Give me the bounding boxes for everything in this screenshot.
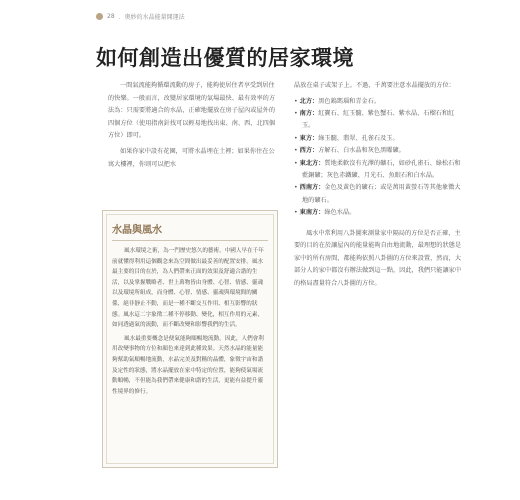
direction-label: 東北方： (299, 159, 325, 167)
bullet-icon: • (294, 134, 298, 142)
left-column (108, 80, 278, 174)
list-item (294, 108, 464, 133)
direction-label: 西方： (299, 147, 319, 155)
direction-text: 綠色水晶。 (324, 209, 356, 217)
body-paragraph: 如果你家中設有花園，可將水晶埋在土裡；如果你住在公寓大樓裡，你則可以把水 (108, 147, 275, 168)
direction-text: 質地柔軟沒有光澤的礦石，如砂孔雀石、綠松石和藍銅礦；灰色赤鐵礦、月光石、魚眼石和白水晶。 (302, 159, 461, 180)
header-ornament-icon (96, 13, 103, 20)
direction-label: 南方： (299, 110, 319, 117)
list-item (294, 158, 464, 183)
bullet-icon: • (294, 159, 298, 167)
bullet-icon: • (294, 110, 298, 117)
direction-label: 東方： (299, 134, 319, 142)
list-item (294, 145, 464, 157)
direction-text: 紅寶石、紅玉髓、紫色蟹石、紫水晶、石榴石和紅玉。 (302, 110, 455, 130)
direction-text: 方解石、白水晶和灰色黑曜礦。 (318, 147, 405, 155)
bullet-icon: • (294, 184, 298, 192)
body-paragraph: 風水中常利用八卦圖來測量家中隔局的方位是否正確，主要的目的在於讓屋內的能量能夠自由地流動，最理想的狀態是家中的所有房間，都能夠依照八卦圖的方位來設置，然而，大部分人的家中都沒有辦法做到這一點，因此，我們只能讓家中的格局盡量符合八卦圖的方位。 (294, 229, 462, 288)
direction-list (294, 96, 464, 220)
sidebar-title: 水晶與風水 (112, 225, 162, 236)
list-item (294, 207, 464, 219)
direction-text: 金色及黃色的礦石；或是萬用黃螢石等其他象徵大地的礦石。 (302, 184, 461, 204)
direction-text: 黑色鎢瑪瑙和青金石。 (318, 97, 381, 105)
bullet-icon: • (294, 97, 298, 105)
bullet-icon: • (294, 209, 298, 217)
body-paragraph: 晶放在桌子或架子上。不過，千萬要注意水晶擺放的方位： (294, 82, 455, 89)
direction-label: 東南方： (299, 209, 325, 217)
body-paragraph: 一間氣流能夠循環流動的房子，能夠使居住者享受到居住的快樂。一般而言，改變居家環境的氣場最快、最有效率的方法為：只需要將適合的水晶，正確地擺放在房子屋內或屋外的四個方位（使用指南針找可以輕易地找出東、南、西、北四個方位）即可。 (108, 82, 276, 140)
right-column (294, 80, 464, 294)
section-title: ．奧妙的水晶能量開運法 (118, 14, 185, 21)
direction-text: 綠玉髓、翡翠、孔雀石及玉。 (318, 134, 399, 142)
list-item (294, 182, 464, 207)
page-title: 如何創造出優質的居家環境 (96, 46, 354, 70)
sidebar-paragraph: 風水環境之術，為一門歷史悠久的藝術，中國人早在千年前就懂得利用這個觀念來為空間做出最妥善的配置安排。風水最主要的目的在於，為人們帶來正面的效果及舒適合諧的生活，以及掌握戰略者、世上萬物皆由身體、心智、情感、靈魂以及環境所組成，而身體、心智、情感、靈魂與環境間的關係，絕非靜止不動，而是一種不斷交互作用、相互影響的狀態。風水這二字象徵二種不停移動、變化，相互作用的元素，如同透過氣的流動，而不斷改變和影響我們的生活。 (112, 248, 264, 329)
list-item (294, 96, 464, 108)
page-number: 28 (107, 13, 115, 20)
sidebar-box (102, 210, 278, 468)
direction-label: 西南方： (299, 184, 325, 192)
divider (112, 240, 268, 241)
bullet-icon: • (294, 147, 298, 155)
direction-label: 北方： (299, 97, 319, 105)
running-header (96, 12, 185, 21)
list-item (294, 133, 464, 145)
sidebar-paragraph: 風水最重要概念是便氣能夠順暢地流動，因此，人們會利用改變事物的方位和顏色來達到此種效果。天然水晶的能量能夠幫助氣順暢地流動，水晶完美及對稱的晶體，象徵宇宙和諧及定性的狀態，將水晶擺放在家中特定的位置，能夠使氣場流動順暢，不但能為我們帶來健康和諧的生活，更能有益提升靈性境界的修行。 (112, 335, 264, 395)
